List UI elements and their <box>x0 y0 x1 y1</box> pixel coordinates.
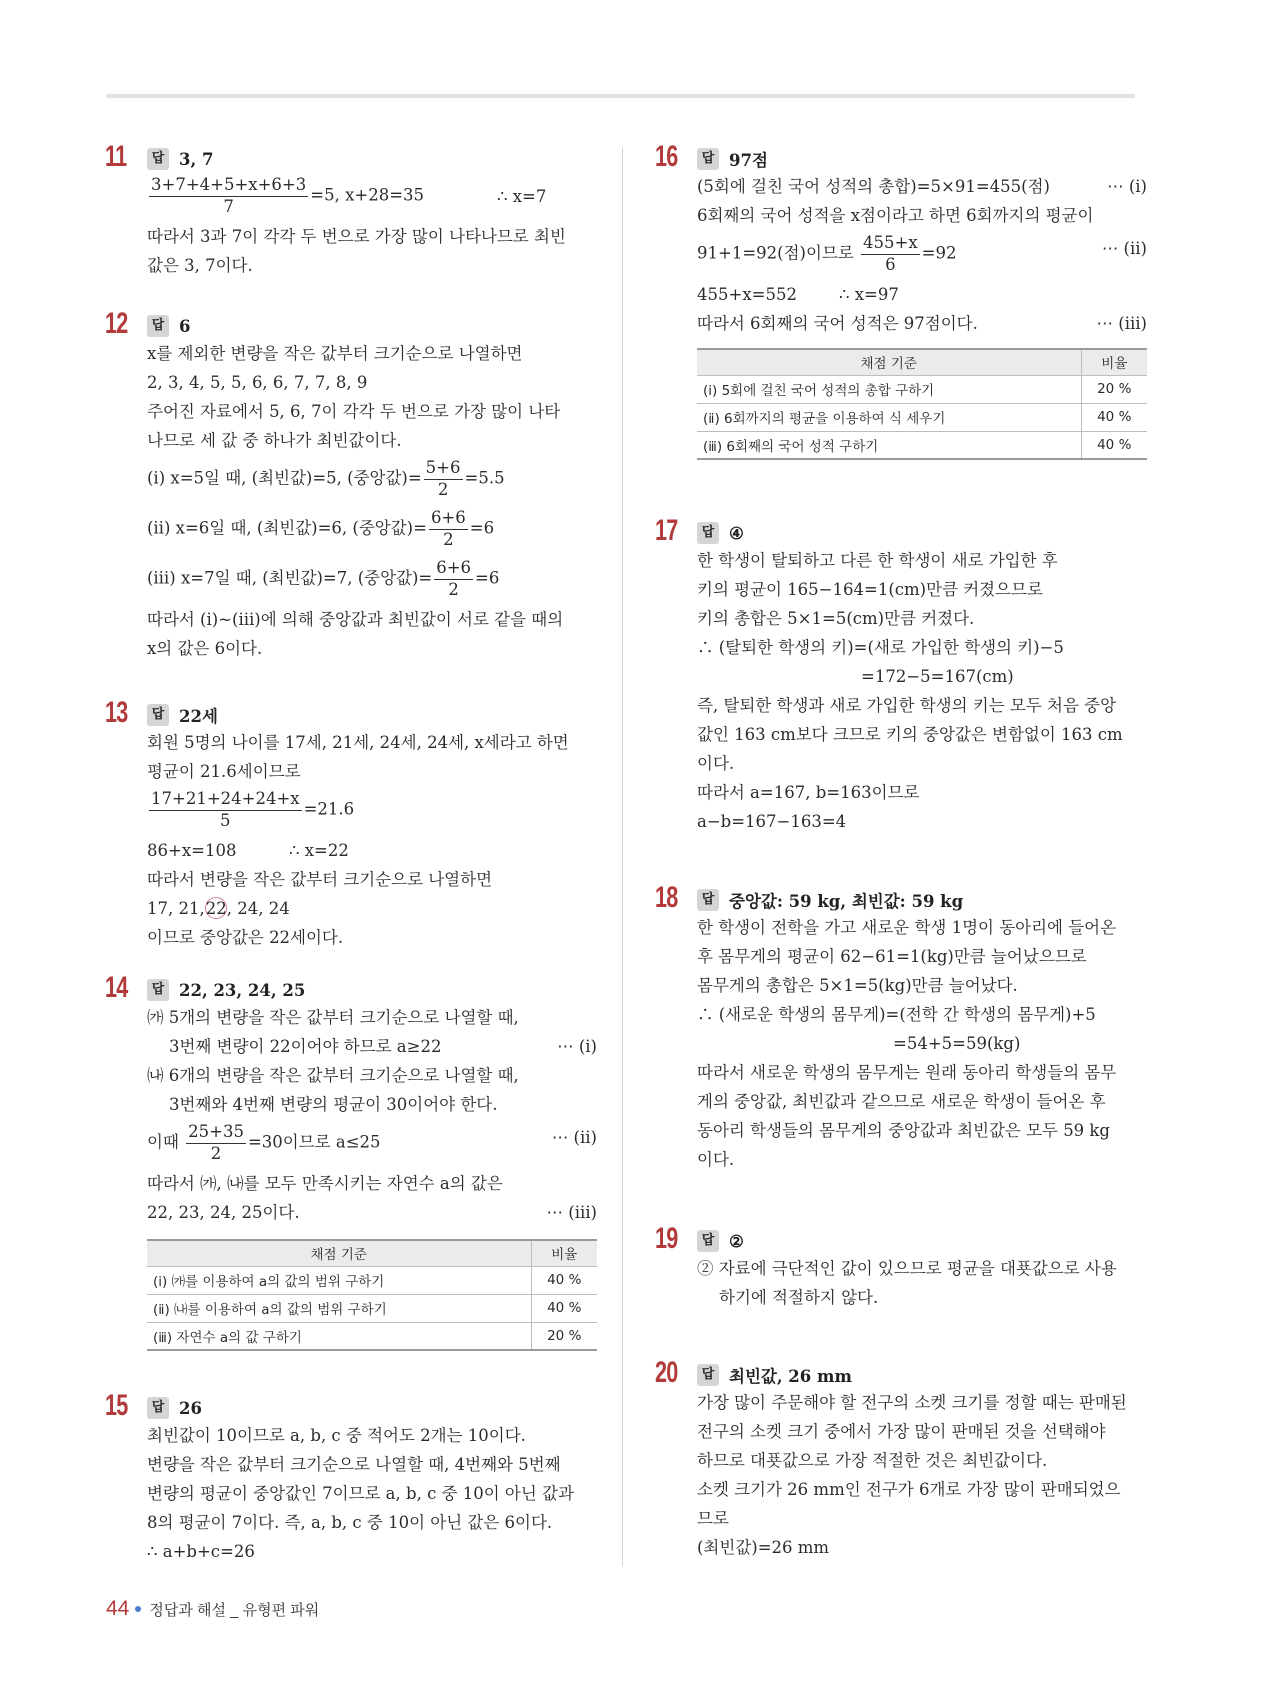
solution-line: 몸무게의 총합은 5×1=5(kg)만큼 늘어났다. <box>697 976 1018 995</box>
page-number: 44 <box>106 1597 130 1620</box>
solution-line: 회원 5명의 나이를 17세, 21세, 24세, 24세, x세라고 하면 <box>147 733 569 752</box>
solution-line: 가장 많이 주문해야 할 전구의 소켓 크기를 정할 때는 판매된 <box>697 1393 1127 1412</box>
answer-value: 3, 7 <box>179 149 214 169</box>
step-tag: ⋯ (ⅱ) <box>1101 239 1147 258</box>
solution-line: =172−5=167(cm) <box>861 667 1014 686</box>
solution-line: 따라서 a=167, b=163이므로 <box>697 783 920 802</box>
problem-number: 13 <box>105 696 128 729</box>
fraction: $\frac{5+6}{2}$ <box>425 458 461 499</box>
solution-line: 6회째의 국어 성적을 x점이라고 하면 6회까지의 평균이 <box>697 206 1094 225</box>
solution-line: 86+x=108 ∴ x=22 <box>147 841 349 860</box>
answer-badge: 답 <box>147 704 169 726</box>
median-circle: 22 <box>205 899 227 918</box>
answer-badge: 답 <box>147 979 169 1001</box>
answer-line <box>697 1228 1147 1254</box>
answer-line <box>147 313 597 339</box>
solution-line: ∴ a+b+c=26 <box>147 1542 255 1561</box>
solution-line: ∴ (새로운 학생의 몸무게)=(전학 간 학생의 몸무게)+5 <box>697 1005 1096 1024</box>
solution-line: 따라서 ㈎, ㈏를 모두 만족시키는 자연수 a의 값은 <box>147 1174 503 1193</box>
table-row: (ⅱ) 6회까지의 평균을 이용하여 식 세우기 40 % <box>697 403 1147 431</box>
solution-line: 게의 중앙값, 최빈값과 같으므로 새로운 학생이 들어온 후 <box>697 1092 1106 1111</box>
table-header: 비율 <box>531 1240 597 1266</box>
table-row: (ⅲ) 6회째의 국어 성적 구하기 40 % <box>697 431 1147 459</box>
answer-line <box>147 702 597 728</box>
solution-line: ② 자료에 극단적인 값이 있으므로 평균을 대푯값으로 사용 <box>697 1259 1117 1278</box>
answer-line <box>147 1395 597 1421</box>
problem-20 <box>655 1356 1147 1562</box>
fraction: $\frac{25+35}{2}$ <box>188 1122 244 1163</box>
table-row: (ⅰ) 5회에 걸친 국어 성적의 총합 구하기 20 % <box>697 375 1147 403</box>
solution-line: 주어진 자료에서 5, 6, 7이 각각 두 번으로 가장 많이 나타 <box>147 402 561 421</box>
problem-number: 19 <box>655 1222 678 1255</box>
answer-badge: 답 <box>147 148 169 170</box>
solution-line: ㈎ 5개의 변량을 작은 값부터 크기순으로 나열할 때, <box>147 1008 519 1027</box>
solution-line: 한 학생이 전학을 가고 새로운 학생 1명이 동아리에 들어온 <box>697 918 1117 937</box>
answer-badge: 답 <box>697 148 719 170</box>
problem-number: 14 <box>105 971 128 1004</box>
answer-badge: 답 <box>697 522 719 544</box>
solution-line: x의 값은 6이다. <box>147 639 263 658</box>
table-header: 비율 <box>1081 349 1147 375</box>
fraction: $\frac{6+6}{2}$ <box>430 508 466 549</box>
problem-number: 18 <box>655 881 678 914</box>
table-row: (ⅱ) ㈏를 이용하여 a의 값의 범위 구하기 40 % <box>147 1294 597 1322</box>
problem-14 <box>105 971 597 1351</box>
problem-number: 12 <box>105 307 128 340</box>
answer-line <box>697 520 1147 546</box>
answer-value: 22, 23, 24, 25 <box>179 980 306 1000</box>
column-divider <box>622 148 623 1566</box>
fraction: $\frac{3+7+4+5+x+6+3}{7}$ <box>151 175 307 216</box>
solution-line: 따라서 변량을 작은 값부터 크기순으로 나열하면 <box>147 870 493 889</box>
answer-badge: 답 <box>147 1397 169 1419</box>
problem-16 <box>655 140 1147 460</box>
problem-18 <box>655 881 1147 1174</box>
problem-number: 17 <box>655 514 678 547</box>
answer-line <box>697 1362 1147 1388</box>
solution-line: 22, 23, 24, 25이다. ⋯ (ⅲ) <box>147 1198 597 1227</box>
solution-line: 변량을 작은 값부터 크기순으로 나열할 때, 4번째와 5번째 <box>147 1455 561 1474</box>
problem-17 <box>655 514 1147 836</box>
solution-line: 즉, 탈퇴한 학생과 새로 가입한 학생의 키는 모두 처음 중앙 <box>697 696 1117 715</box>
solution-line: 후 몸무게의 평균이 62−61=1(kg)만큼 늘어났으므로 <box>697 947 1087 966</box>
problem-number: 20 <box>655 1356 678 1389</box>
problem-12 <box>105 307 597 663</box>
case-line: (ⅰ) x=5일 때, (최빈값)=5, (중앙값)= $\frac{5+6}{2}$ =5.5 <box>147 458 505 499</box>
solution-line: $\frac{3+7+4+5+x+6+3}{7}$ =5, x+28=35 ∴ x=7 <box>151 175 547 216</box>
solution-line: 따라서 (ⅰ)~(ⅲ)에 의해 중앙값과 최빈값이 서로 같을 때의 <box>147 610 564 629</box>
answer-badge: 답 <box>697 889 719 911</box>
answer-value: 최빈값, 26 mm <box>729 1367 852 1386</box>
solution-line: 키의 평균이 165−164=1(cm)만큼 커졌으므로 <box>697 580 1043 599</box>
solution-line: 따라서 새로운 학생의 몸무게는 원래 동아리 학생들의 몸무 <box>697 1063 1117 1082</box>
solution-line: 키의 총합은 5×1=5(cm)만큼 커졌다. <box>697 609 975 628</box>
solution-line: 나므로 세 값 중 하나가 최빈값이다. <box>147 431 402 450</box>
solution-line: 2, 3, 4, 5, 5, 6, 6, 7, 7, 8, 9 <box>147 373 368 392</box>
answer-value: ④ <box>729 523 744 543</box>
problem-11 <box>105 140 597 280</box>
solution-line: 따라서 3과 7이 각각 두 번으로 가장 많이 나타나므로 최빈 <box>147 227 566 246</box>
answer-value: 6 <box>179 316 191 336</box>
solution-line: 91+1=92(점)이므로 $\frac{455+x}{6}$ =92 ⋯ (ⅱ) <box>697 233 1147 274</box>
solution-line: 이때 $\frac{25+35}{2}$ =30이므로 a≤25 ⋯ (ⅱ) <box>147 1122 597 1163</box>
step-tag: ⋯ (ⅲ) <box>546 1203 597 1222</box>
table-row: (ⅲ) 자연수 a의 값 구하기 20 % <box>147 1322 597 1350</box>
solution-line: 이다. <box>697 754 735 773</box>
problem-number: 15 <box>105 1389 128 1422</box>
solution-line: 이므로 중앙값은 22세이다. <box>147 928 344 947</box>
solution-line: ㈏ 6개의 변량을 작은 값부터 크기순으로 나열할 때, <box>147 1066 519 1085</box>
solution-line: (최빈값)=26 mm <box>697 1538 830 1557</box>
solution-line: 하므로 대푯값으로 가장 적절한 것은 최빈값이다. <box>697 1451 1048 1470</box>
solution-line: 동아리 학생들의 몸무게의 중앙값과 최빈값은 모두 59 kg <box>697 1121 1110 1140</box>
table-header: 채점 기준 <box>147 1240 531 1266</box>
solution-line: a−b=167−163=4 <box>697 812 847 831</box>
fraction: $\frac{17+21+24+24+x}{5}$ <box>151 789 300 830</box>
scoring-table <box>147 1239 597 1351</box>
solution-line: 소켓 크기가 26 mm인 전구가 6개로 가장 많이 판매되었으 <box>697 1480 1121 1499</box>
fraction: $\frac{6+6}{2}$ <box>436 558 472 599</box>
solution-line: 이다. <box>697 1150 735 1169</box>
answer-badge: 답 <box>697 1364 719 1386</box>
solution-line: 므로 <box>697 1509 729 1528</box>
case-line: (ⅲ) x=7일 때, (최빈값)=7, (중앙값)= $\frac{6+6}{2}$ =6 <box>147 558 500 599</box>
answer-line <box>147 977 597 1003</box>
solution-line: 변량의 평균이 중앙값인 7이므로 a, b, c 중 10이 아닌 값과 <box>147 1484 574 1503</box>
scoring-table <box>697 348 1147 460</box>
page-footer <box>106 1597 319 1621</box>
answer-line <box>697 887 1147 913</box>
problem-19 <box>655 1222 1147 1312</box>
fraction: $\frac{455+x}{6}$ <box>863 233 918 274</box>
answer-value: 26 <box>179 1398 202 1418</box>
solution-line: 평균이 21.6세이므로 <box>147 762 301 781</box>
footer-title: 정답과 해설 _ 유형편 파워 <box>149 1601 320 1619</box>
answer-line <box>147 146 597 172</box>
answer-value: 22세 <box>179 707 218 726</box>
problem-number: 16 <box>655 140 678 173</box>
answer-badge: 답 <box>697 1230 719 1252</box>
case-line: (ⅱ) x=6일 때, (최빈값)=6, (중앙값)= $\frac{6+6}{2}$ =6 <box>147 508 495 549</box>
solution-line: 3번째 변량이 22이어야 하므로 a≥22 ⋯ (ⅰ) <box>147 1032 597 1061</box>
solution-line: 하기에 적절하지 않다. <box>719 1288 879 1307</box>
solution-line: $\frac{17+21+24+24+x}{5}$ =21.6 <box>151 789 355 830</box>
solution-line: 값인 163 cm보다 크므로 키의 중앙값은 변함없이 163 cm <box>697 725 1123 744</box>
solution-line: =54+5=59(kg) <box>893 1034 1021 1053</box>
table-header: 채점 기준 <box>697 349 1081 375</box>
solution-line: x를 제외한 변량을 작은 값부터 크기순으로 나열하면 <box>147 344 523 363</box>
table-row: (ⅰ) ㈎를 이용하여 a의 값의 범위 구하기 40 % <box>147 1266 597 1294</box>
header-rule <box>106 94 1135 98</box>
solution-line: 전구의 소켓 크기 중에서 가장 많이 판매된 것을 선택해야 <box>697 1422 1106 1441</box>
problem-15 <box>105 1389 597 1566</box>
solution-line: 따라서 6회째의 국어 성적은 97점이다. ⋯ (ⅲ) <box>697 309 1147 338</box>
step-tag: ⋯ (ⅰ) <box>557 1037 597 1056</box>
solution-line: 8의 평균이 7이다. 즉, a, b, c 중 10이 아닌 값은 6이다. <box>147 1513 553 1532</box>
solution-line: 455+x=552 ∴ x=97 <box>697 285 899 304</box>
solution-line: 값은 3, 7이다. <box>147 256 253 275</box>
solution-line: (5회에 걸친 국어 성적의 총합)=5×91=455(점) ⋯ (ⅰ) <box>697 172 1147 201</box>
solution-line: 17, 21,22, 24, 24 <box>147 899 290 918</box>
answer-value: 97점 <box>729 151 768 170</box>
solution-line: 최빈값이 10이므로 a, b, c 중 적어도 2개는 10이다. <box>147 1426 526 1445</box>
solution-line: 한 학생이 탈퇴하고 다른 한 학생이 새로 가입한 후 <box>697 551 1058 570</box>
answer-badge: 답 <box>147 315 169 337</box>
bullet-icon <box>135 1606 141 1612</box>
answer-value: 중앙값: 59 kg, 최빈값: 59 kg <box>729 892 964 911</box>
problem-13 <box>105 696 597 952</box>
solution-line: ∴ (탈퇴한 학생의 키)=(새로 가입한 학생의 키)−5 <box>697 638 1064 657</box>
step-tag: ⋯ (ⅱ) <box>551 1128 597 1147</box>
step-tag: ⋯ (ⅰ) <box>1107 177 1147 196</box>
solution-line: 3번째와 4번째 변량의 평균이 30이어야 한다. <box>169 1095 498 1114</box>
answer-value: ② <box>729 1231 744 1251</box>
problem-number: 11 <box>105 140 127 173</box>
answer-line <box>697 146 1147 172</box>
step-tag: ⋯ (ⅲ) <box>1096 314 1147 333</box>
